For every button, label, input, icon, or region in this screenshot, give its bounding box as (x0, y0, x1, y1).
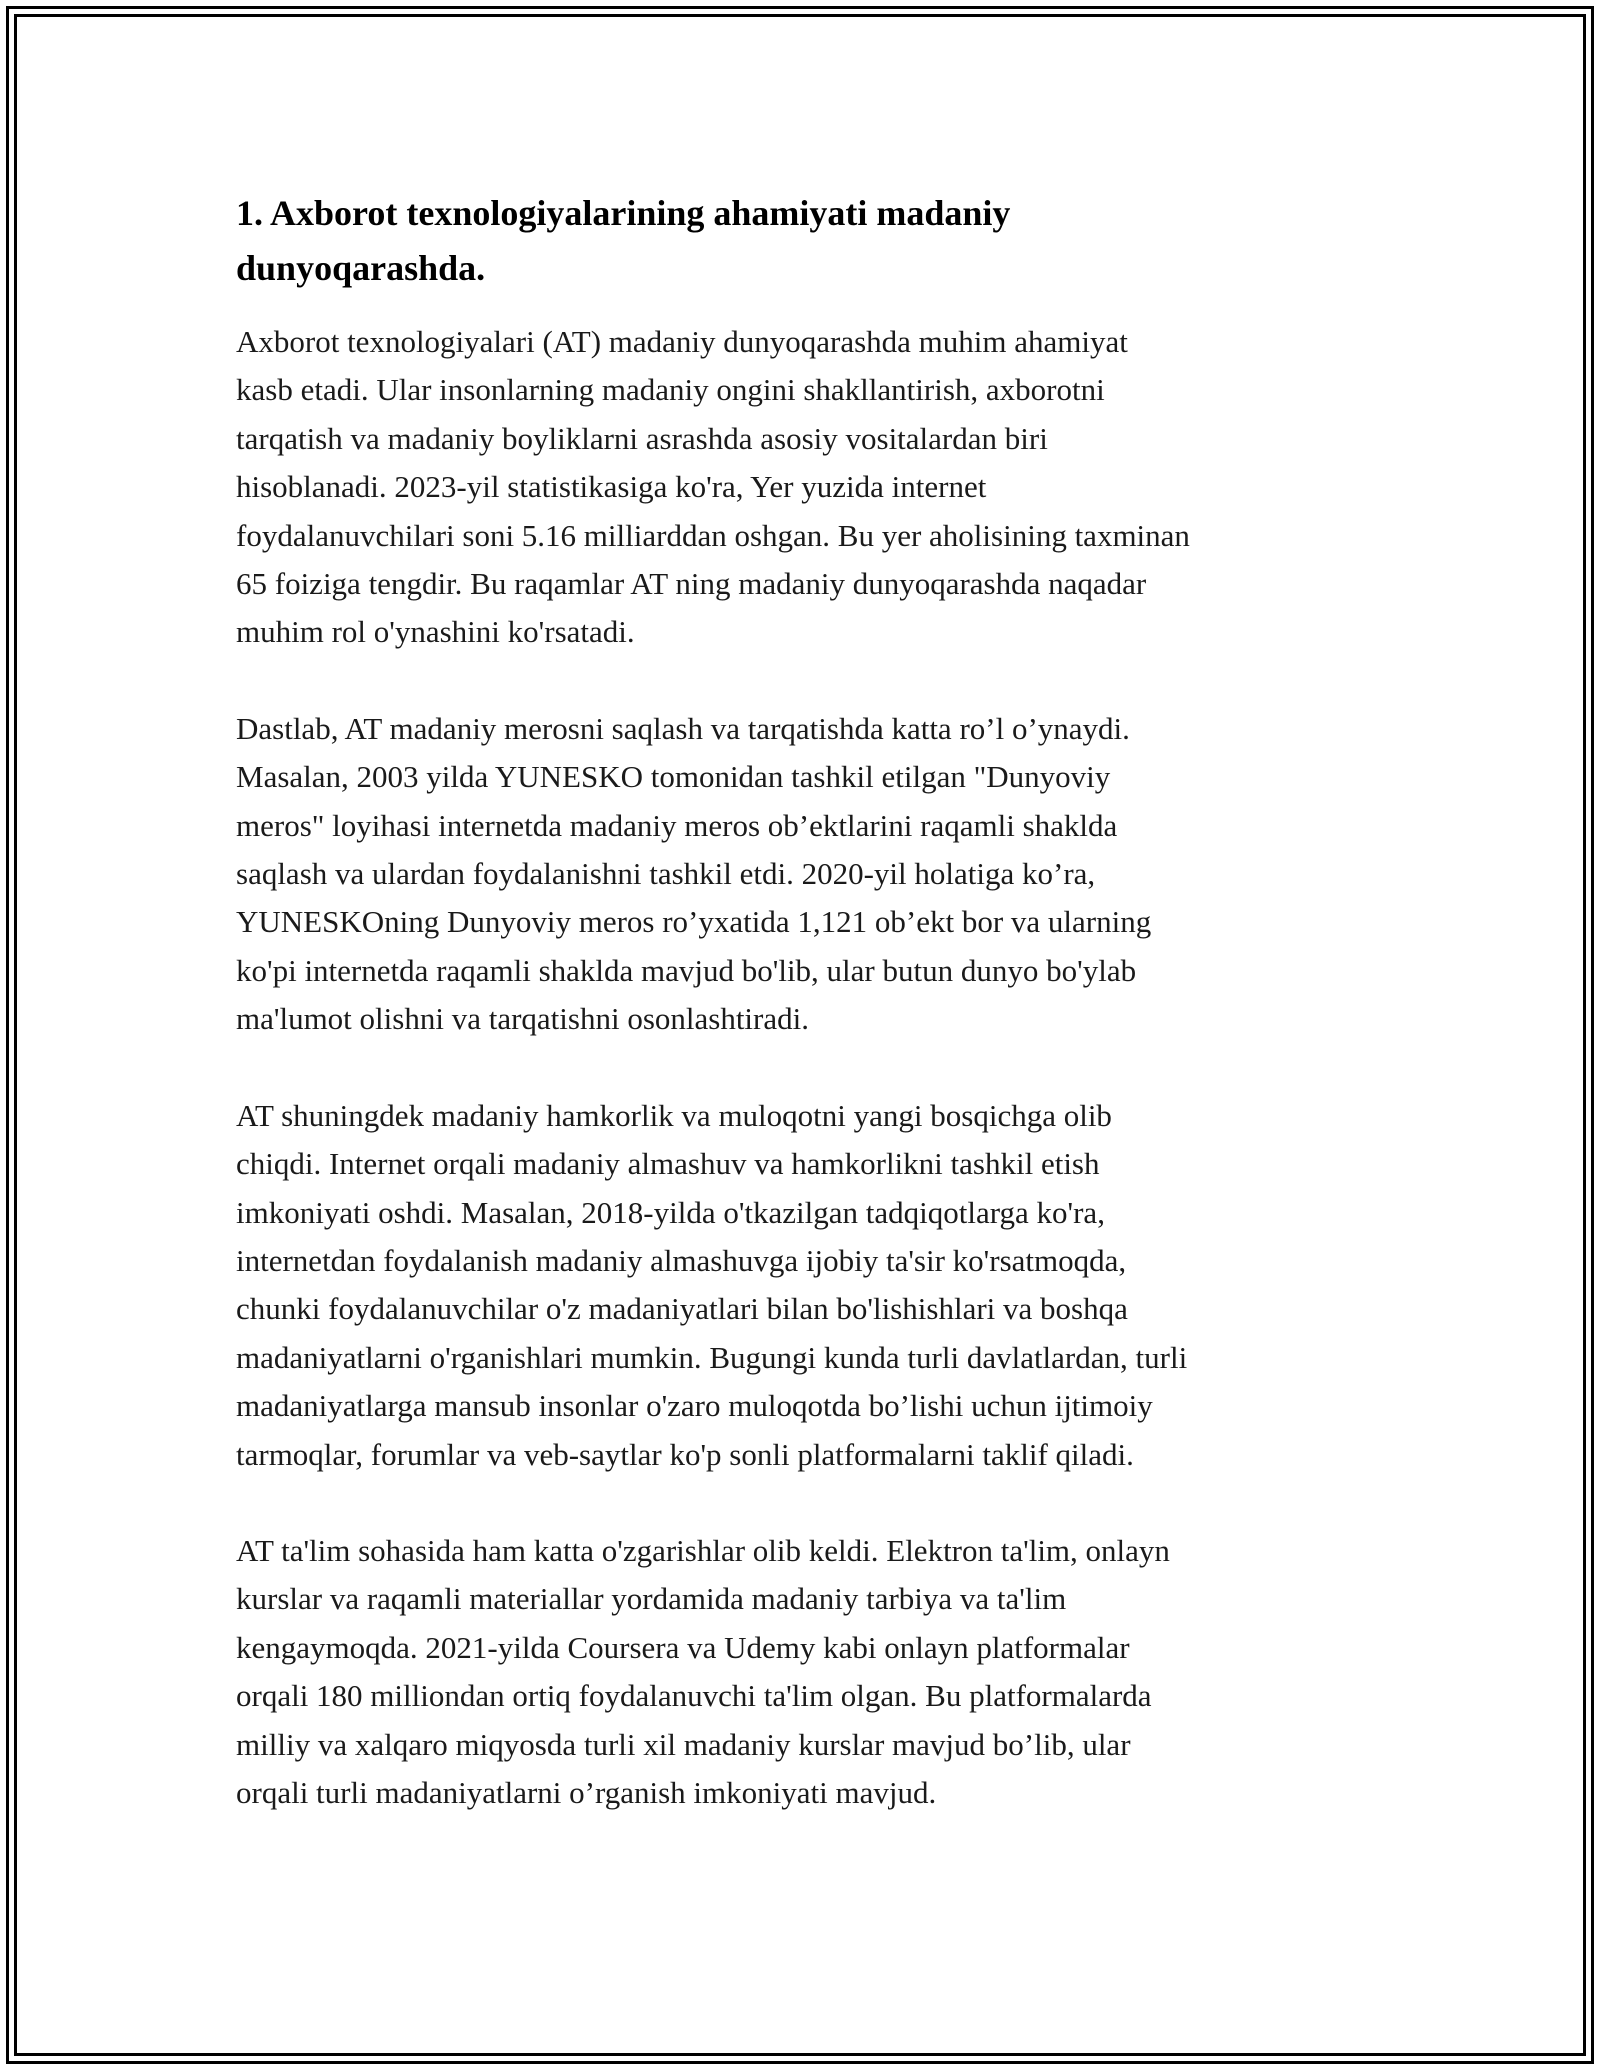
paragraph-4: AT ta'lim sohasida ham katta o'zgarishlar olib keldi. Elektron ta'lim, onlayn kurslar va raqamli materiallar yordamida madaniy tarbiya va ta'lim kengaymoqda. 2021-yilda Coursera va Udemy kabi onlayn platformalar orqali 180 milliondan ortiq foydalanuvchi ta'lim olgan. Bu platformalarda milliy va xalqaro miqyosda turli xil madaniy kurslar mavjud bo’lib, ular orqali turli madaniyatlarni o’rganish imkoniyati mavjud. (236, 1532, 1170, 1810)
paragraph-3: AT shuningdek madaniy hamkorlik va muloqotni yangi bosqichga olib chiqdi. Internet orqali madaniy almashuv va hamkorlikni tashkil etish imkoniyati oshdi. Masalan, 2018-yilda o'tkazilgan tadqiqotlarga ko'ra, internetdan foydalanish madaniy almashuvga ijobiy ta'sir ko'rsatmoqda, chunki foydalanuvchilar o'z madaniyatlari bilan bo'lishishlari va boshqa madaniyatlarni o'rganishlari mumkin. Bugungi kunda turli davlatlardan, turli madaniyatlarga mansub insonlar o'zaro muloqotda bo’lishi uchun ijtimoiy tarmoqlar, forumlar va veb-saytlar ko'p sonli platformalarni taklif qiladi. (236, 1097, 1188, 1472)
document-body (236, 186, 1376, 1865)
section-heading: 1. Axborot texnologiyalarining ahamiyati madaniy dunyoqarashda. (236, 193, 1011, 288)
paragraph-1: Axborot texnologiyalari (AT) madaniy dunyoqarashda muhim ahamiyat kasb etadi. Ular insonlarning madaniy ongini shakllantirish, axborotni tarqatish va madaniy boyliklarni asrashda asosiy vositalardan biri hisoblanadi. 2023-yil statistikasiga ko'ra, Yer yuzida internet foydalanuvchilari soni 5.16 milliarddan oshgan. Bu yer aholisining taxminan 65 foiziga tengdir. Bu raqamlar AT ning madaniy dunyoqarashda naqadar muhim rol o'ynashini ko'rsatadi. (236, 324, 1190, 650)
paragraph-2: Dastlab, AT madaniy merosni saqlash va tarqatishda katta ro’l o’ynaydi. Masalan, 2003 yilda YUNESKO tomonidan tashkil etilgan "Dunyoviy meros" loyihasi internetda madaniy meros ob’ektlarini raqamli shaklda saqlash va ulardan foydalanishni tashkil etdi. 2020-yil holatiga ko’ra, YUNESKOning Dunyoviy meros ro’yxatida 1,121 ob’ekt bor va ularning ko'pi internetda raqamli shaklda mavjud bo'lib, ular butun dunyo bo'ylab ma'lumot olishni va tarqatishni osonlashtiradi. (236, 710, 1152, 1037)
